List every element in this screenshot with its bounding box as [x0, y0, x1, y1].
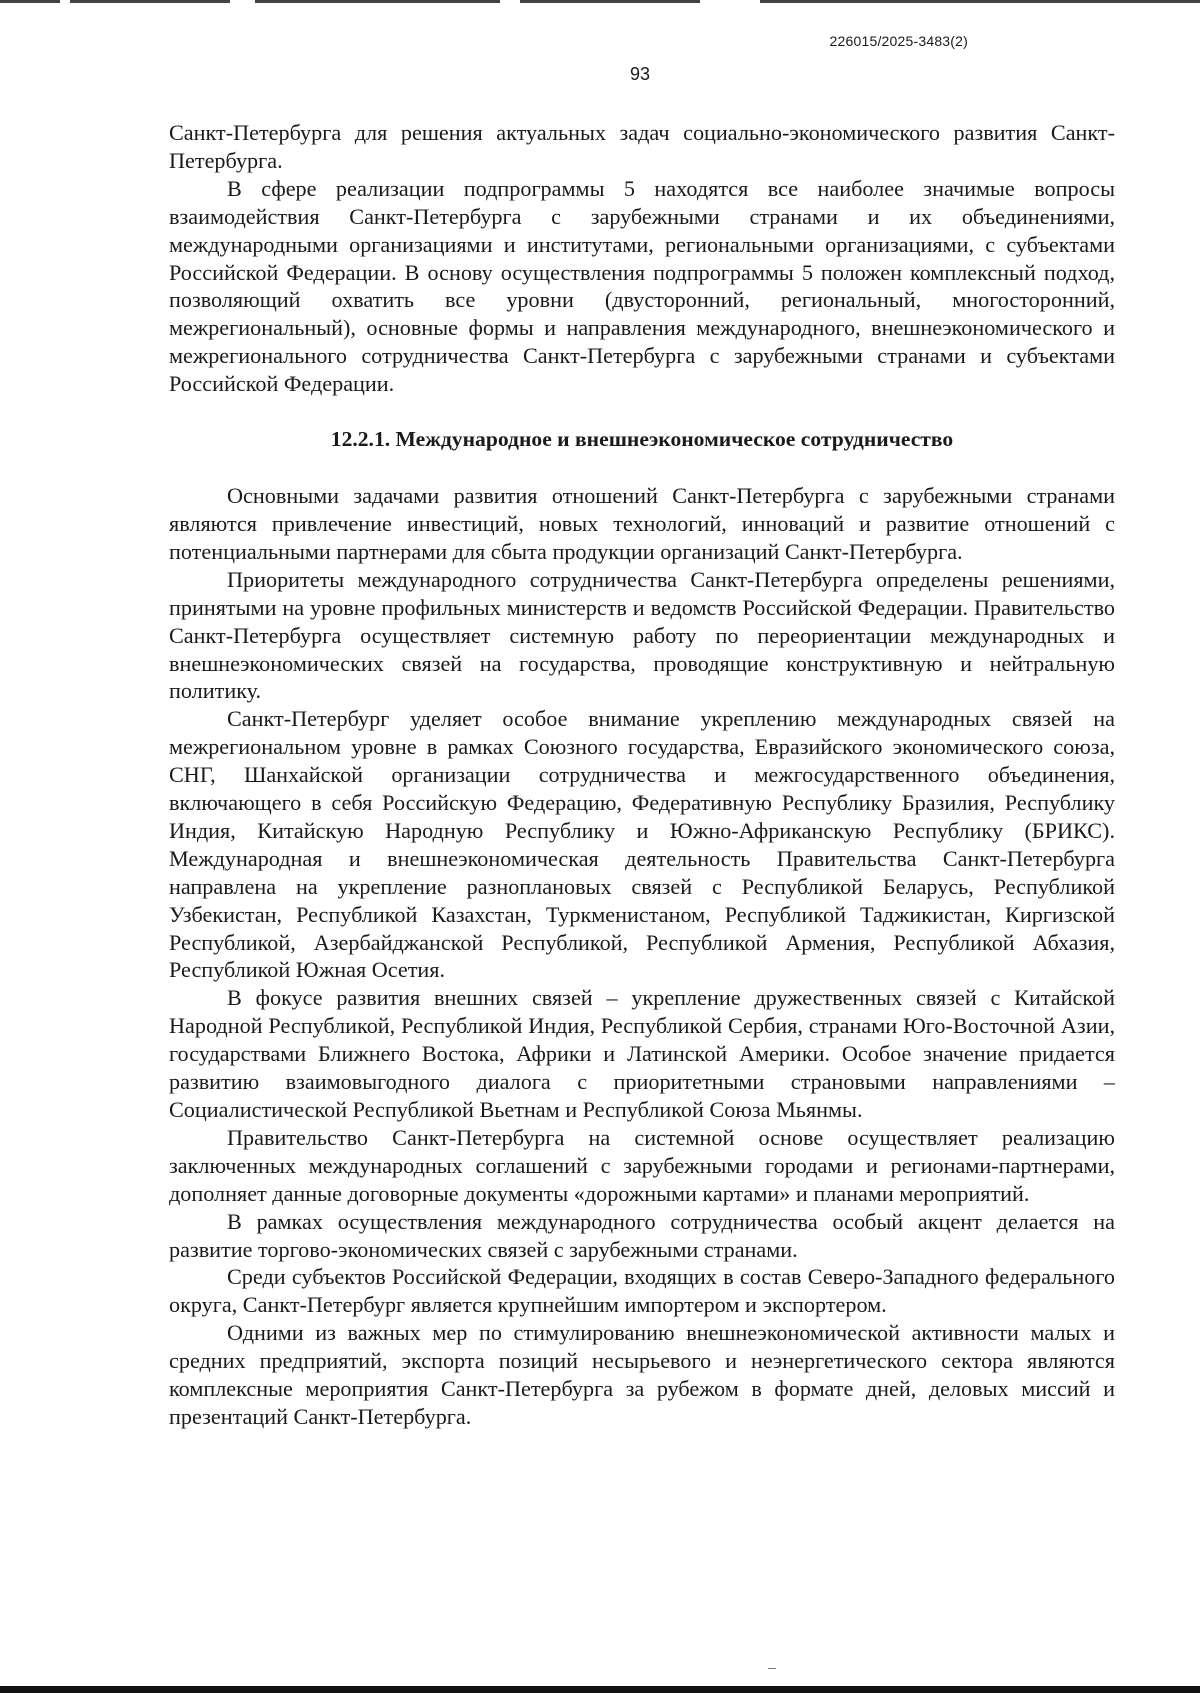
paragraph: В сфере реализации подпрограммы 5 находятся все наиболее значимые вопросы взаимодействия Санкт-Петербурга с зарубежными странами и их объединениями, международными организациями и институтами, региональными организациями, с субъектами Российской Федерации. В основу осуществления подпрограммы 5 положен комплексный подход, позволяющий охватить все уровни (двусторонний, региональный, многосторонний, межрегиональный), основные формы и направления международного, внешнеэкономического и межрегионального сотрудничества Санкт-Петербурга с зарубежными странами и субъектами Российской Федерации. — [169, 175, 1115, 397]
paragraph: Основными задачами развития отношений Санкт-Петербурга с зарубежными странами являются привлечение инвестиций, новых технологий, инноваций и развитие отношений с потенциальными партнерами для сбыта продукции организаций Санкт-Петербурга. — [169, 483, 1115, 564]
scan-edge-bottom — [0, 1686, 1200, 1693]
document-body — [169, 119, 1115, 1431]
paragraph: Одними из важных мер по стимулированию внешнеэкономической активности малых и средних предприятий, экспорта позиций несырьевого и неэнергетического сектора являются комплексные мероприятия Санкт-Петербурга за рубежом в формате дней, деловых миссий и презентаций Санкт-Петербурга. — [169, 1320, 1115, 1429]
paragraph: В фокусе развития внешних связей – укрепление дружественных связей с Китайской Народной Республикой, Республикой Индия, Республикой Сербия, странами Юго-Восточной Азии, государствами Ближнего Востока, Африки и Латинской Америки. Особое значение придается развитию взаимовыгодного диалога с приоритетными страновыми направлениями – Социалистической Республикой Вьетнам и Республикой Союза Мьянмы. — [169, 985, 1115, 1122]
scan-artifact — [768, 1668, 776, 1669]
paragraph: В рамках осуществления международного сотрудничества особый акцент делается на развитие торгово-экономических связей с зарубежными странами. — [169, 1208, 1115, 1262]
paragraph: Приоритеты международного сотрудничества Санкт-Петербурга определены решениями, принятыми на уровне профильных министерств и ведомств Российской Федерации. Правительство Санкт-Петербурга осуществляет системную работу по переориентации международных и внешнеэкономических связей на государства, проводящие конструктивную и нейтральную политику. — [169, 566, 1115, 704]
page-number: 93 — [629, 64, 651, 84]
paragraph: Санкт-Петербург уделяет особое внимание укреплению международных связей на межрегиональном уровне в рамках Союзного государства, Евразийского экономического союза, СНГ, Шанхайской организации сотрудничества и межгосударственного объединения, включающего в себя Российскую Федерацию, Федеративную Республику Бразилия, Республику Индия, Китайскую Народную Республику и Южно-Африканскую Республику (БРИКС). Международная и внешнеэкономическая деятельность Правительства Санкт-Петербурга направлена на укрепление разноплановых связей с Республикой Беларусь, Республикой Узбекистан, Республикой Казахстан, Туркменистаном, Республикой Таджикистан, Киргизской Республикой, Азербайджанской Республикой, Республикой Армения, Республикой Абхазия, Республикой Южная Осетия. — [169, 706, 1115, 983]
registration-number: 226015/2025-3483(2) — [829, 33, 968, 49]
paragraph: Среди субъектов Российской Федерации, входящих в состав Северо-Западного федерального округа, Санкт-Петербург является крупнейшим импортером и экспортером. — [169, 1264, 1115, 1318]
scan-edge-top — [0, 0, 1200, 3]
paragraph: Правительство Санкт-Петербурга на системной основе осуществляет реализацию заключенных международных соглашений с зарубежными городами и регионами-партнерами, дополняет данные договорные документы «дорожными картами» и планами мероприятий. — [169, 1124, 1115, 1206]
paragraph-continuation: Санкт-Петербурга для решения актуальных задач социально-экономического развития Санкт-Петербурга. — [169, 120, 1115, 173]
section-heading: 12.2.1. Международное и внешнеэкономическое сотрудничество — [330, 427, 954, 452]
